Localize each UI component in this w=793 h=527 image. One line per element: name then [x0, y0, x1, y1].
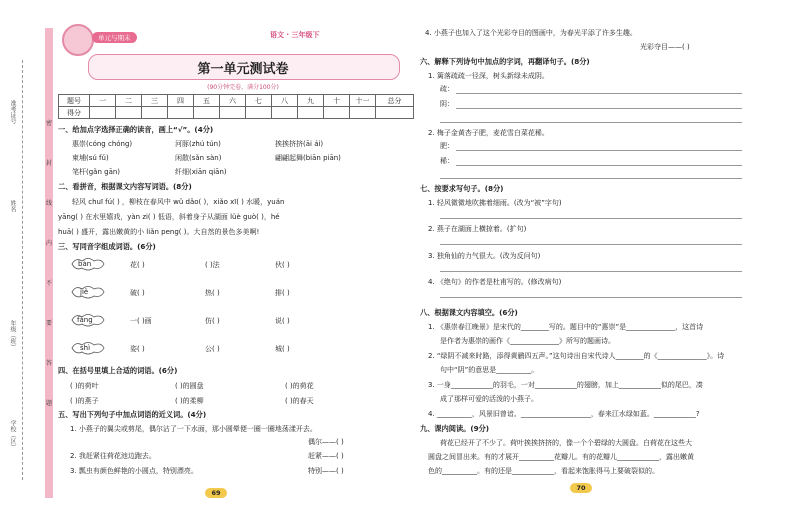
section-5-title: 五、写出下列句子中加点词语的近义词。(4分): [58, 410, 207, 419]
s1-item[interactable]: 笔杆(gǎn gān): [72, 168, 121, 176]
score-input[interactable]: [194, 107, 220, 119]
seal-char: 不: [45, 280, 52, 287]
s3-word[interactable]: 排( ): [275, 289, 290, 297]
s5-answer[interactable]: 特别——( ): [308, 467, 344, 475]
subject-label: 语文 · 三年级下: [270, 31, 320, 39]
s2-line[interactable]: 轻风 chuī fú( ) ，柳枝在春风中 wǔ dǎo( )，xiǎo xī( ) 水暖，yuán: [72, 198, 285, 206]
score-cell: 五: [194, 95, 220, 107]
score-cell: 九: [298, 95, 324, 107]
score-cell: 十一: [350, 95, 376, 107]
s8-line[interactable]: 3. 一身____________的羽毛，一对____________的翅膀，加上____________似的尾巴，凑: [428, 381, 703, 389]
score-cell: 八: [272, 95, 298, 107]
s4-item[interactable]: ( )的荷叶: [70, 382, 99, 390]
s6-label: 疏：: [440, 85, 454, 93]
page-subtitle: (90分钟完卷，满分100分): [207, 84, 279, 91]
s3-word[interactable]: 破( ): [130, 289, 145, 297]
answer-line[interactable]: [440, 244, 742, 245]
s7-item: 1. 轻风微微地吹拂着细雨。(改为“被”字句): [428, 199, 562, 207]
section-2-title: 二、看拼音，根据课文内容写词语。(8分): [58, 182, 192, 191]
section-7-title: 七、按要求写句子。(8分): [420, 184, 504, 193]
answer-line[interactable]: [440, 297, 742, 298]
score-input[interactable]: [376, 107, 414, 119]
s8-line[interactable]: 句中“阴”的意思是__________。: [440, 366, 539, 374]
s3-word[interactable]: 热( ): [205, 289, 220, 297]
seal-char: 封: [45, 160, 52, 167]
q4-answer[interactable]: 光彩夺目——( ): [640, 43, 690, 51]
s6-label: 稀：: [440, 157, 454, 165]
seal-char: 内: [45, 240, 52, 247]
score-cell: 一: [90, 95, 116, 107]
page-number-left: 69: [205, 488, 227, 498]
s1-item[interactable]: 惠崇(cóng chóng): [72, 140, 133, 148]
s4-item[interactable]: ( )的燕子: [70, 397, 99, 405]
score-input[interactable]: [116, 107, 142, 119]
s5-answer[interactable]: 偶尔——( ): [308, 438, 344, 446]
s3-word[interactable]: 仿( ): [205, 317, 220, 325]
score-cell: 七: [246, 95, 272, 107]
s3-word[interactable]: 花( ): [130, 261, 145, 269]
s3-word[interactable]: ( )法: [205, 261, 220, 269]
answer-line[interactable]: [456, 108, 742, 109]
answer-line[interactable]: [440, 178, 742, 179]
s5-sentence: 2. 我赶紧往荷花池边跑去。: [70, 452, 156, 460]
s3-word[interactable]: 说( ): [275, 317, 290, 325]
s9-passage-line[interactable]: 圆盘之间冒出来。有的才展开__________花瓣儿。有的花瓣儿____________，露出嫩黄: [428, 453, 694, 461]
answer-line[interactable]: [456, 150, 742, 151]
binding-grade: 年级（班）: [9, 320, 16, 350]
page-number-right: 70: [570, 483, 592, 493]
s9-passage-line: 荷花已经开了不少了。荷叶挨挨挤挤的，像一个个碧绿的大圆盘。白荷花在这些大: [440, 439, 692, 447]
score-row-values: [59, 107, 414, 119]
section-1-title: 一、给加点字选择正确的读音，画上“√”。(4分): [58, 125, 214, 134]
score-input[interactable]: [298, 107, 324, 119]
s4-item[interactable]: ( )的柔柳: [175, 397, 204, 405]
answer-line[interactable]: [440, 271, 742, 272]
score-table: [58, 94, 414, 119]
s4-item[interactable]: ( )的圆盘: [175, 382, 204, 390]
score-input[interactable]: [220, 107, 246, 119]
score-input[interactable]: [142, 107, 168, 119]
s8-line[interactable]: 是作者为惠崇的画作《______________》所写的题画诗。: [440, 337, 615, 345]
score-cell: 题号: [59, 95, 90, 107]
s4-item[interactable]: ( )的春天: [285, 397, 314, 405]
s7-item: 2. 燕子在湖面上横掠着。(扩句): [428, 225, 527, 233]
clock-badge-icon: [62, 24, 94, 56]
s3-word[interactable]: 姿( ): [130, 345, 145, 353]
answer-line[interactable]: [440, 122, 742, 123]
s7-item: 4. 《绝句》的作者是杜甫写的。(修改病句): [428, 278, 562, 286]
score-label: 得分: [59, 107, 90, 119]
seal-char: 答: [45, 360, 52, 367]
s5-sentence: 1. 小燕子的翼尖或剪尾，偶尔沾了一下水面，那小圆晕便一圈一圈地荡漾开去。: [70, 425, 317, 433]
s1-item[interactable]: 挨挨挤挤(āi ái): [275, 140, 324, 148]
binding-name: 姓名: [9, 200, 16, 212]
score-input[interactable]: [350, 107, 376, 119]
score-input[interactable]: [272, 107, 298, 119]
section-4-title: 四、在括号里填上合适的词语。(6分): [58, 366, 178, 375]
score-input[interactable]: [90, 107, 116, 119]
score-cell: 二: [116, 95, 142, 107]
s2-line[interactable]: huā( ) 盛开，露出嫩黄的小 liǎn peng( )。大自然的景色多美啊!: [58, 228, 260, 236]
s8-line[interactable]: 4. __________，风景旧曾谙。____________________，春来江水绿如蓝。____________?: [428, 410, 700, 418]
s5-sentence: 3. 瓢虫有颜色鲜艳的小圆点，特别漂亮。: [70, 467, 198, 475]
binding-id: 准考证号: [9, 100, 16, 124]
binding-dashed-line: [22, 60, 23, 480]
seal-char: 线: [45, 200, 52, 207]
pinyin-label: jiě: [80, 288, 89, 296]
s4-item[interactable]: ( )的荷花: [285, 382, 314, 390]
s3-word[interactable]: 城( ): [275, 345, 290, 353]
s6-poem-line: 1. 篱落疏疏一径深，树头新绿未成阴。: [428, 72, 549, 80]
section-3-title: 三、写同音字组成词语。(6分): [58, 242, 156, 251]
answer-line[interactable]: [456, 165, 742, 166]
page-title: 第一单元测试卷: [197, 62, 289, 77]
answer-line[interactable]: [440, 218, 742, 219]
section-8-title: 八、根据课文内容填空。(6分): [420, 308, 518, 317]
q4-sentence: 4. 小燕子也加入了这个光彩夺目的图画中，为春光平添了许多生趣。: [425, 29, 637, 37]
s2-line[interactable]: yāng( ) 在水里嬉戏，yàn zi( ) 低语，斜着身子从湖面 lüè guò( )，hé: [58, 213, 280, 221]
score-cell: 十: [324, 95, 350, 107]
pinyin-label: shì: [80, 344, 91, 352]
pinyin-label: fǎng: [77, 316, 93, 324]
s6-label: 阴：: [440, 100, 454, 108]
s3-word[interactable]: 公( ): [205, 345, 220, 353]
s6-label: 肥：: [440, 142, 454, 150]
section-6-title: 六、解释下列诗句中加点的字词，再翻译句子。(8分): [420, 57, 590, 66]
s8-line[interactable]: 1. 《惠崇春江晚景》是宋代的________写的。题目中的“惠崇”是______________，这首诗: [428, 323, 704, 331]
s7-item: 3. 独角仙的力气很大。(改为反问句): [428, 252, 541, 260]
s9-passage-line[interactable]: 色的__________。有的还是____________，看起来饱胀得马上要破裂似的。: [428, 467, 659, 475]
answer-line[interactable]: [456, 93, 742, 94]
seal-char: 题: [45, 400, 52, 407]
s8-line[interactable]: 2. “绿阴不减来时路，添得黄鹂四五声。”这句诗出自宋代诗人________的《______________》。诗: [428, 352, 725, 360]
score-cell: 三: [142, 95, 168, 107]
s1-item[interactable]: 纤细(xiān qiān): [175, 168, 227, 176]
s3-word[interactable]: 伙( ): [275, 261, 290, 269]
score-input[interactable]: [324, 107, 350, 119]
s1-item[interactable]: 闲散(sǎn sàn): [175, 154, 222, 162]
s8-line[interactable]: 成了那样可爱的活泼的小燕子。: [440, 395, 538, 403]
unit-badge: 单元与期末: [92, 32, 137, 43]
s1-item[interactable]: 柬埔(sú fǔ): [72, 154, 109, 162]
s1-item[interactable]: 河豚(zhú tún): [175, 140, 221, 148]
score-input[interactable]: [168, 107, 194, 119]
s1-item[interactable]: 翩翩起舞(biān piān): [275, 154, 341, 162]
score-cell: 总分: [376, 95, 414, 107]
s3-word[interactable]: 一( )画: [130, 317, 152, 325]
section-9-title: 九、课内阅读。(9分): [420, 424, 490, 433]
score-row-header: [59, 95, 414, 107]
score-cell: 四: [168, 95, 194, 107]
score-input[interactable]: [246, 107, 272, 119]
s6-poem-line: 2. 梅子金黄杏子肥，麦花雪白菜花稀。: [428, 129, 549, 137]
s5-answer[interactable]: 赶紧——( ): [308, 452, 344, 460]
seal-bar: [45, 28, 53, 498]
pinyin-label: bàn: [78, 260, 92, 268]
seal-char: 要: [45, 320, 52, 327]
seal-char: 密: [45, 120, 52, 127]
binding-school: 学校（区）: [9, 420, 16, 450]
score-cell: 六: [220, 95, 246, 107]
